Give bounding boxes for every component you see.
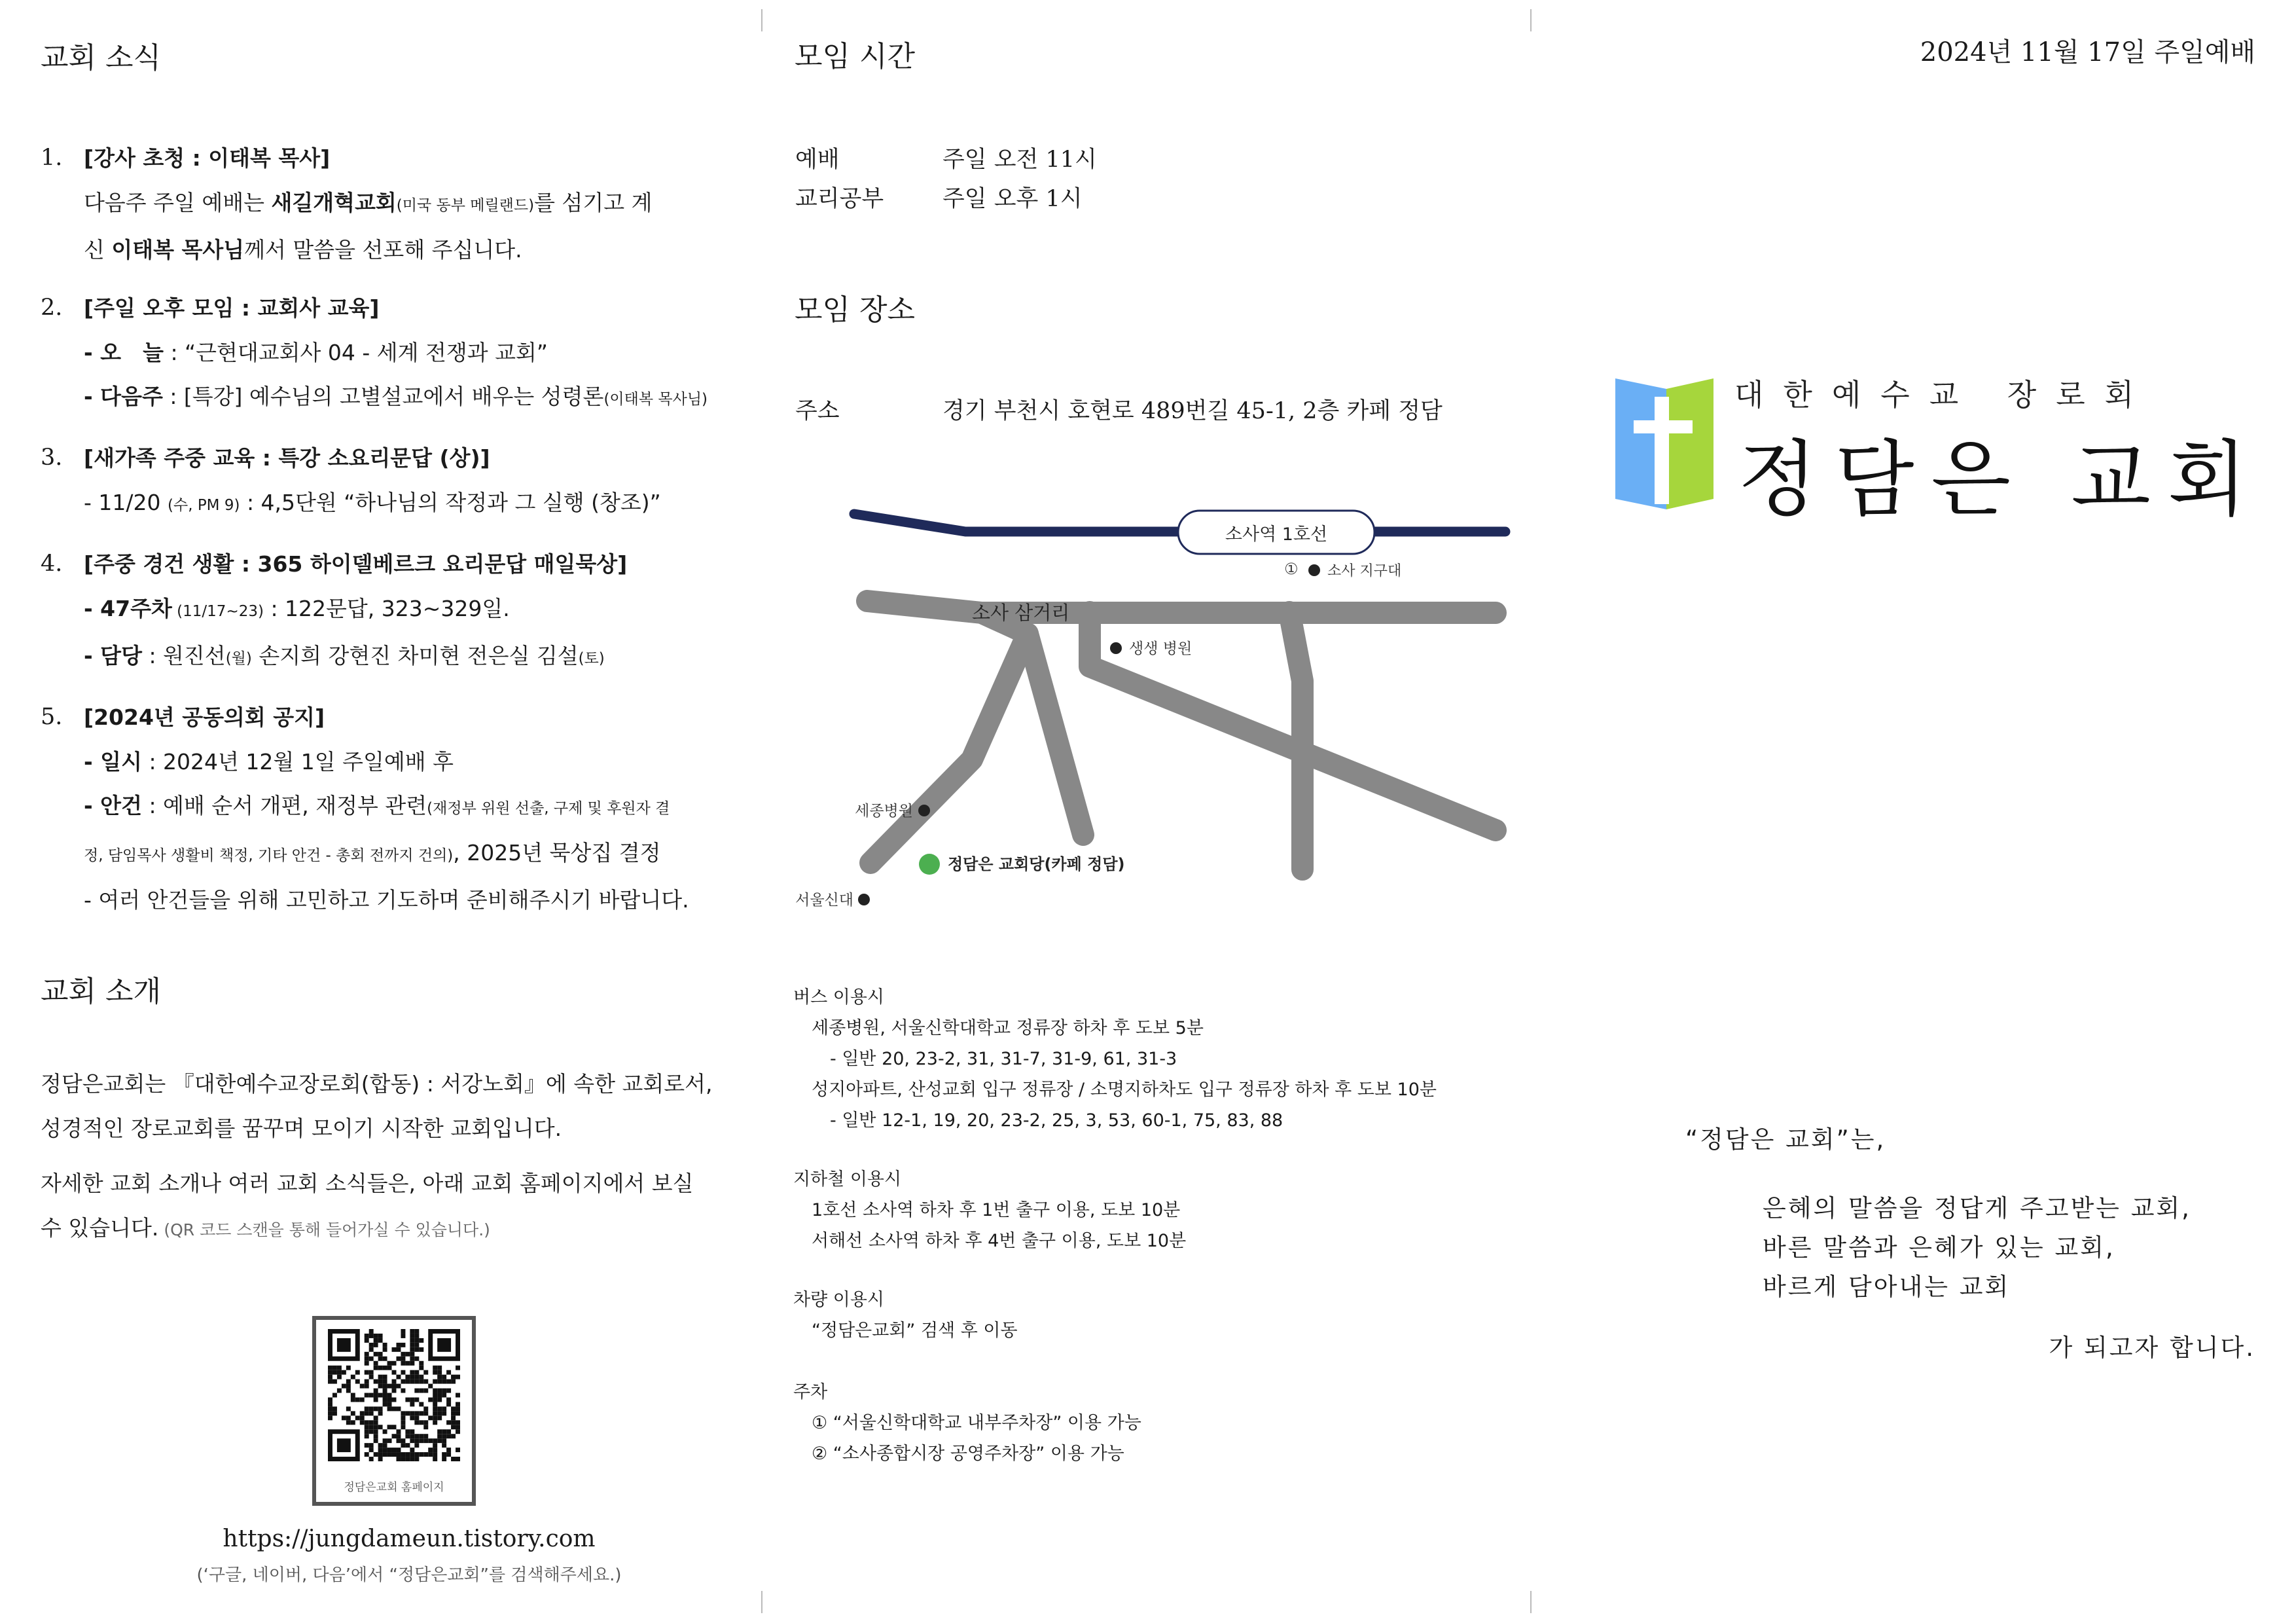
subway-info: 지하철 이용시 1호선 소사역 하차 후 1번 출구 이용, 도보 10분 서해선 소사역 하차 후 4번 출구 이용, 도보 10분 — [793, 1164, 1186, 1256]
news-number: 1. — [41, 145, 63, 171]
bus-info: 버스 이용시 세종병원, 서울신학대학교 정류장 하차 후 도보 5분 - 일반 20, 23-2, 31, 31-7, 31-9, 61, 31-3 성지아파트, 산성교회 입구 정류장 / 소명지하차도 입구 정류장 하차 후 도보 10분 - 일반 12-1, 19, 20, 23-2, 25, 3, 53, 60-1, 75, 83, 88 — [793, 982, 1437, 1136]
news-item-title: [새가족 주중 교육 : 특강 소요리문답 (상)] — [84, 445, 490, 471]
news-title: 교회 소식 — [41, 41, 162, 75]
news-item-2 — [39, 286, 753, 422]
hospital-label: 생생 병원 — [1129, 640, 1193, 657]
news-item-title: [2024년 공동의회 공지] — [84, 704, 325, 730]
motto-intro: “정담은 교회”는, — [1685, 1125, 1886, 1154]
university-label: 서울신대 — [795, 892, 853, 909]
news-item-title: [주중 경건 생활 : 365 하이델베르크 요리문답 매일묵상] — [84, 551, 628, 577]
church-name: 정담은 교회 — [1738, 431, 2265, 528]
subway-title: 지하철 이용시 — [793, 1169, 902, 1190]
church-marker — [919, 854, 940, 875]
news-number: 3. — [41, 445, 63, 471]
news-number: 2. — [41, 295, 63, 321]
homepage-url[interactable]: https://jungdameun.tistory.com — [223, 1525, 596, 1552]
news-line: - 11/20 (수, PM 9) : 4,5단원 “하나님의 작정과 그 실행 (창조)” — [84, 490, 661, 515]
news-line: - 47주차 (11/17~23) : 122문답, 323~329일. — [84, 596, 510, 621]
motto-line-3: 바르게 담아내는 교회 — [1763, 1273, 2011, 1301]
motto-line-1: 은혜의 말씀을 정답게 주고받는 교회, — [1763, 1194, 2191, 1222]
intro-paragraph-2: 자세한 교회 소개나 여러 교회 소식들은, 아래 교회 홈페이지에서 보실 수 있습니다. (QR 코드 스캔을 통해 들어가실 수 있습니다.) — [41, 1171, 694, 1241]
parking-title: 주차 — [793, 1382, 828, 1402]
motto-line-2: 바른 말씀과 은혜가 있는 교회, — [1763, 1233, 2115, 1262]
news-item-title: [주일 오후 모임 : 교회사 교육] — [84, 295, 380, 321]
homepage-qr-code[interactable] — [312, 1316, 476, 1506]
church-label: 정담은 교회당(카페 정담) — [948, 855, 1125, 873]
service-date: 2024년 11월 17일 주일예배 — [1920, 37, 2255, 67]
news-line: - 오 늘 : “근현대교회사 04 - 세계 전쟁과 교회” — [84, 340, 548, 365]
schedule-label: 예배 — [795, 147, 840, 173]
intro-title: 교회 소개 — [41, 975, 162, 1008]
police-label: 소사 지구대 — [1327, 563, 1402, 579]
news-item-4 — [39, 542, 753, 681]
news-item-5 — [39, 695, 753, 922]
news-line: - 일시 : 2024년 12월 1일 주일예배 후 — [84, 749, 454, 775]
news-list — [39, 136, 753, 936]
sejong-marker — [918, 805, 930, 816]
qr-caption: 정담은교회 홈페이지 — [344, 1481, 444, 1494]
fold-mark-bottom-right — [1530, 1591, 1532, 1613]
parking-info: 주차 ① “서울신학대학교 내부주차장” 이용 가능 ② “소사종합시장 공영주차장” 이용 가능 — [793, 1377, 1141, 1469]
news-item-1 — [39, 136, 753, 272]
car-info: 차량 이용시 “정담은교회” 검색 후 이동 — [793, 1285, 1018, 1346]
schedule-value: 주일 오전 11시 — [942, 147, 1097, 173]
news-number: 5. — [41, 704, 63, 730]
bus-title: 버스 이용시 — [793, 987, 884, 1008]
news-item-title: [강사 초청 : 이태복 목사] — [84, 145, 331, 171]
fold-mark-top-right — [1530, 9, 1532, 31]
news-line: 정, 담임목사 생활비 책정, 기타 안건 - 총회 전까지 건의), 2025년 묵상집 결정 — [84, 840, 661, 866]
news-item-3 — [39, 436, 753, 528]
news-line: - 여러 안건들을 위해 고민하고 기도하며 준비해주시기 바랍니다. — [84, 887, 689, 913]
news-line: 신 이태복 목사님께서 말씀을 선포해 주십니다. — [84, 237, 522, 263]
university-marker — [858, 894, 870, 905]
sejong-label: 세종병원 — [855, 803, 913, 820]
news-number: 4. — [41, 551, 63, 577]
hospital-marker — [1110, 642, 1122, 654]
location-map — [785, 484, 1525, 917]
meeting-place-title: 모임 장소 — [795, 293, 916, 327]
church-logo-icon — [1615, 374, 1713, 513]
address-label: 주소 — [795, 398, 840, 424]
station-label: 소사역 1호선 — [1225, 524, 1328, 545]
motto-end: 가 되고자 합니다. — [2049, 1334, 2255, 1362]
search-note: (‘구글, 네이버, 다음’에서 “정담은교회”를 검색해주세요.) — [196, 1565, 622, 1585]
police-number: ① — [1284, 560, 1299, 578]
police-marker — [1308, 564, 1320, 576]
intro-paragraph-1: 정담은교회는 『대한예수교장로회(합동) : 서강노회』에 속한 교회로서, 성경적인 장로교회를 꿈꾸며 모이기 시작한 교회입니다. — [41, 1071, 713, 1141]
news-line: 다음주 주일 예배는 새길개혁교회(미국 동부 메릴랜드)를 섬기고 계 — [84, 190, 653, 215]
news-line: - 안건 : 예배 순서 개편, 재정부 관련(재정부 위원 선출, 구제 및 후원자 결 — [84, 793, 670, 818]
qr-code-icon — [328, 1329, 460, 1461]
address-value: 경기 부천시 호현로 489번길 45-1, 2층 카페 정담 — [942, 398, 1443, 424]
news-line: - 다음주 : [특강] 예수님의 고별설교에서 배우는 성령론(이태복 목사님) — [84, 384, 708, 409]
news-line: - 담당 : 원진선(월) 손지희 강현진 차미현 전은실 김설(토) — [84, 643, 605, 668]
meeting-time-title: 모임 시간 — [795, 40, 916, 73]
crossroad-label: 소사 삼거리 — [972, 602, 1070, 624]
schedule-label: 교리공부 — [795, 186, 884, 212]
schedule-value: 주일 오후 1시 — [942, 186, 1083, 212]
left-panel — [0, 0, 766, 1623]
denomination-name: 대한예수교 장로회 — [1734, 377, 2154, 412]
car-title: 차량 이용시 — [793, 1290, 884, 1310]
